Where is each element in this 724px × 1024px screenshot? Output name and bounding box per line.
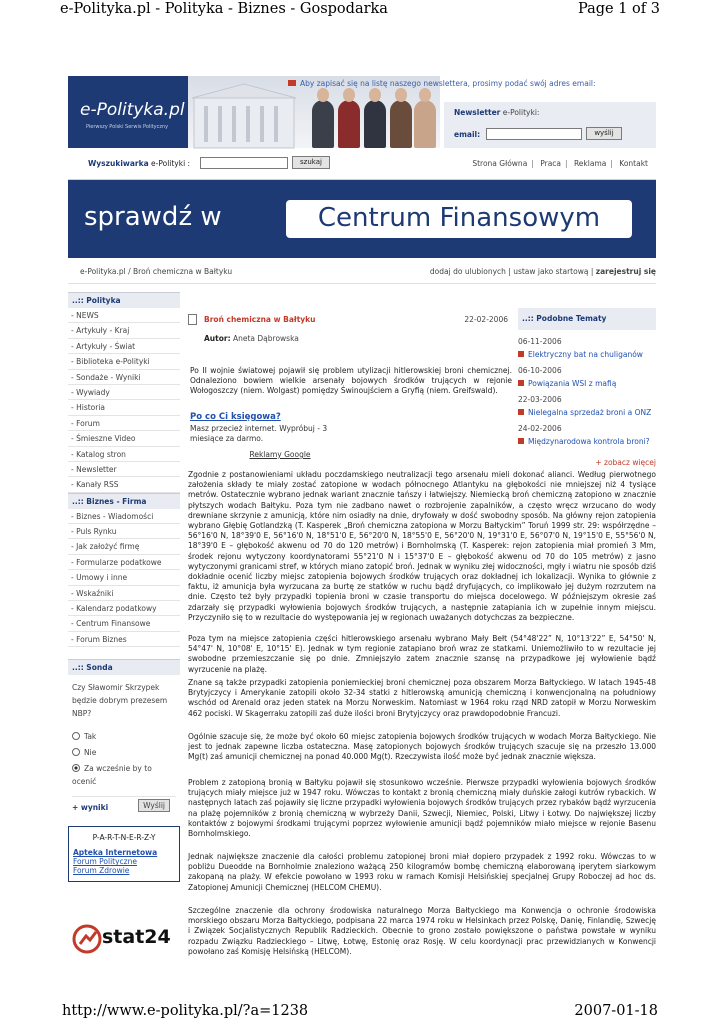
- sidebar-heading-polityka: ..:: Polityka: [68, 292, 180, 308]
- print-url: http://www.e-polityka.pl/?a=1238: [62, 1003, 309, 1019]
- related-date: 06-10-2006: [518, 366, 562, 375]
- article-paragraph-3: Znane są także przypadki zatopienia poniemieckiej broni chemicznej poza obszarem Morza Bałtyckiego. W latach 1945-48 Brytyjczycy i Amerykanie zatopili około 32-34 statki z hitlerowską amunicją chemiczną i konwencjonalną na południowy wschód od Arenald oraz jeden statek na Morzu Norweskim. Natomiast w 1964 roku rząd NRD zatopił w Morzu Norweskim 462 pociski. W Skagerraku zatopili zaś duże ilości broni Brytyjczycy oraz prawdopodobnie Francuzi.: [188, 678, 656, 718]
- sidebar: [68, 292, 180, 948]
- poll-option[interactable]: Nie: [72, 746, 176, 759]
- email-field[interactable]: [486, 128, 582, 140]
- sidebar-item[interactable]: - Artykuły - Świat: [68, 339, 180, 354]
- search-bar: [68, 148, 656, 180]
- print-header-title: e-Polityka.pl - Polityka - Biznes - Gospodarka: [60, 1, 388, 17]
- sidebar-list-biznes: [68, 509, 180, 648]
- related-link[interactable]: Nielegalna sprzedaż broni a ONZ: [518, 408, 656, 417]
- nav-home[interactable]: Strona Główna: [472, 159, 528, 168]
- sidebar-item[interactable]: - Biznes - Wiadomości: [68, 509, 180, 524]
- bullet-icon: [518, 438, 524, 444]
- print-page-number: Page 1 of 3: [578, 1, 660, 17]
- radio-icon[interactable]: [72, 732, 80, 740]
- logo-tagline: Pierwszy Polski Serwis Polityczny: [86, 124, 169, 130]
- print-footer: [0, 1003, 724, 1024]
- site-logo[interactable]: [68, 76, 188, 148]
- person-figure: [414, 100, 436, 148]
- person-figure: [312, 100, 334, 148]
- article-paragraph-1: Zgodnie z postanowieniami układu poczdamskiego neutralizacji tego arsenału mieli dokonać alianci. Według pierwotnego założenia składy te miały zostać zatopione w wodach północnego Atlantyku na głębokości nie mniejszej niż 4 tysiące metrów. Ostatecznie wybrano jednak wariant znacznie tańszy i łatwiejszy. Niemiecką broń chemiczną zatopiono w znacznie płytszych wodach Bałtyku. Poza tym nie zadbano nawet o rozbrojenie zapalników, a często wręcz wrzucano do wody drewniane skrzynie z amunicją, które nim osiadły na dnie, dryfowały w dość swobodny sposób. Na główny rejon zatopienia wybrano Głębię Gotlandzką (T. Kasperek „Broń chemiczna zatopiona w Morzu Bałtyckim” Toruń 1999 str. 29: współrzędne – 56°16'0 N, 18°39'0 E, 56°16'0 N, 18°51'0 E, 56°20'0 N, 18°55'0 E, 56°20'0 N, 19°31'0 E, 56°07'0 N, 19°15'0 E, 55°56'0 N, 18°39'0 E – głębokość akwenu od 70 do 120 metrów) i Bornholmską (T. Kasperek: rejon zatopienia miał promień 3 Mm, środek rejonu wytyczony koordynatorami 55°21'0 N i 15°37'0 E – głębokość akwenu od 70 do 105 metrów) z jasno wytyczonymi granicami stref, w których miano zatopić broń. Jednak w wyniku złej widoczności, mgły i wiatru nie sposób dziś dokładnie ocenić liczby miejsc zatopienia bojowych środków trujących oraz dokładnej ich lokalizacji. Wynika to głównie z faktu, iż amunicja była wyrzucana za burtę ze statków w ruchu bądź dryfujących, co implikowało jej dużym rozrzutem na dnie. Często też były przypadki topienia broni w czasie transportu do miejsca docelowego. W późniejszym okresie zaś zdarzały się przypadki wyłowienia bojowych środków trujących, a następnie zatapiania ich w zupełnie innym miejscu. Przyczyniło się to w rezultacie do występowania jej w regionach uważanych dotychczas za bezpieczne.: [188, 470, 656, 622]
- sidebar-item[interactable]: - NEWS: [68, 308, 180, 323]
- sidebar-item[interactable]: - Historia: [68, 400, 180, 415]
- logo-text: e-Polityka.pl: [80, 100, 185, 120]
- article-paragraph-7: Szczególne znaczenie dla ochrony środowiska naturalnego Morza Bałtyckiego ma Konwencja o ochronie środowiska morskiego obszaru Morza Bałtyckiego, podpisana 22 marca 1974 roku w Helsinkach przez Polskę, Danię, Finlandię, Szwecję i Związek Socjalistycznych Republik Radzieckich. Obecnie to grono zostało powiększone o państwa powstałe w wyniku rozpadu Związku Radzieckiego – Litwę, Łotwę, Estonię oraz Rosję. W celu koordynacji prac przewidzianych w Konwencji powołano zaś Komisję Helsińską (HELCOM).: [188, 906, 656, 956]
- related-link[interactable]: Powiązania WSI z mafią: [518, 379, 656, 388]
- sidebar-item[interactable]: - Wskaźniki: [68, 586, 180, 601]
- subscribe-button[interactable]: wyślij: [586, 127, 622, 140]
- related-link[interactable]: Międzynarodowa kontrola broni?: [518, 437, 656, 446]
- newsletter-prompt: Aby zapisać się na listę naszego newslettera, prosimy podać swój adres email:: [288, 79, 596, 88]
- nav-ads[interactable]: Reklama: [573, 159, 607, 168]
- article-paragraph-4: Ogólnie szacuje się, że może być około 60 miejsc zatopienia bojowych środków trujących w wodach Morza Bałtyckiego. Nie jest to jednak zapewne liczba ostateczna. Masę zatopionych bojowych środków trujących szacuje się na przeszło 13.000 Mg(t) zaś amunicji chemicznej na ponad 40.000 Mg(t). Rzeczywista ilość może być jednak znacznie większa.: [188, 732, 656, 762]
- partner-link[interactable]: Apteka Internetowa: [73, 848, 158, 858]
- poll-results-link[interactable]: + wyniki: [72, 803, 109, 813]
- radio-icon[interactable]: [72, 748, 80, 756]
- page-actions: dodaj do ulubionych | ustaw jako startową | zarejestruj się: [429, 267, 656, 276]
- sidebar-item[interactable]: - Forum Biznes: [68, 632, 180, 647]
- person-figure: [338, 100, 360, 148]
- sidebar-item[interactable]: - Biblioteka e-Polityki: [68, 354, 180, 369]
- article-paragraph-5: Problem z zatopioną bronią w Bałtyku pojawił się stosunkowo wcześnie. Pierwsze przypadki wyłowienia bojowych środków trujących miały miejsce już w 1947 roku. Wówczas to kontakt z bronią chemiczną miały duńskie załogi kutrów rybackich. W następnych latach zaś pojawiły się liczne przypadki wyłowienia bojowych środków trujących przez rybaków bądź wyrzucenia na plażę pojemników z bronią chemiczną w wybrzeży Danii, Szwecji, Niemiec, Polski, Litwy i Łotwy. Do największej liczby kontaktów z bojowymi środkami trującymi poprzez wyłowienie amunicji bądź pojemników miało miejsce w rejonie Basenu Bornholmskiego.: [188, 778, 656, 839]
- sidebar-item[interactable]: - Formularze podatkowe: [68, 555, 180, 570]
- newsletter-box: [444, 102, 656, 148]
- sidebar-item[interactable]: - Umowy i inne: [68, 570, 180, 585]
- breadcrumb: [68, 258, 656, 284]
- sidebar-item[interactable]: - Centrum Finansowe: [68, 616, 180, 631]
- document-icon: [188, 314, 197, 325]
- top-nav: Strona Główna | Praca | Reklama | Kontakt: [472, 159, 648, 168]
- person-figure: [364, 100, 386, 148]
- sidebar-list-polityka: [68, 308, 180, 493]
- breadcrumb-path[interactable]: e-Polityka.pl / Broń chemiczna w Bałtyku: [80, 267, 233, 276]
- poll-option[interactable]: Tak: [72, 730, 176, 743]
- banner-text-left: sprawdź w: [84, 202, 222, 232]
- sidebar-item[interactable]: - Kanały RSS: [68, 477, 180, 492]
- bullet-icon: [518, 351, 524, 357]
- article-date: 22-02-2006: [464, 315, 508, 324]
- sidebar-heading-biznes: ..:: Biznes - Firma: [68, 493, 180, 509]
- sidebar-item[interactable]: - Śmieszne Video: [68, 431, 180, 446]
- banner-text-right: Centrum Finansowym: [286, 200, 632, 238]
- related-date: 22-03-2006: [518, 395, 562, 404]
- article-intro: Po II wojnie światowej pojawił się problem utylizacji hitlerowskiej broni chemicznej. Odnaleziono bowiem wielkie arsenały bojowych środków trujących w rejonie Wołogoszczy (niem. Wolgast) pomiędzy Świnoujściem a Gryfią (niem. Greifswald).: [190, 366, 512, 396]
- email-label: email:: [454, 130, 481, 139]
- sidebar-item[interactable]: - Artykuły - Kraj: [68, 323, 180, 338]
- sidebar-item[interactable]: - Kalendarz podatkowy: [68, 601, 180, 616]
- register-link[interactable]: zarejestruj się: [595, 267, 656, 276]
- related-date: 06-11-2006: [518, 337, 562, 346]
- sidebar-item[interactable]: - Sondaże - Wyniki: [68, 370, 180, 385]
- nav-contact[interactable]: Kontakt: [619, 159, 648, 168]
- sidebar-item[interactable]: - Puls Rynku: [68, 524, 180, 539]
- related-topics: [518, 308, 656, 467]
- article-paragraph-6: Jednak największe znaczenie dla całości problemu zatopionej broni miał dopiero przypadek z 1992 roku. Wówczas to w pobliżu Dueodde na Bornholmie znaleziono ważącą 250 kilogramów bombę chemiczną elaborowaną iperytem siarkowym zakopaną na plaży. W efekcie powołano w 1993 roku w ramach Komisji Helsińskiej specjalnej Grupy Roboczej ad hoc ds. Zatopionej Amunicji Chemicznej (HELCOM CHEMU).: [188, 852, 656, 892]
- related-title: ..:: Podobne Tematy: [518, 308, 656, 330]
- ad-text: Masz przecież internet. Wypróbuj - 3 miesiące za darmo.: [190, 424, 328, 443]
- poll: [68, 675, 180, 818]
- search-input[interactable]: [200, 157, 288, 169]
- partners-box: [68, 826, 180, 882]
- newsletter-label: Newsletter e-Polityki:: [454, 108, 540, 117]
- sidebar-item[interactable]: - Jak założyć firmę: [68, 539, 180, 554]
- article-header: [186, 314, 508, 328]
- bullet-icon: [518, 409, 524, 415]
- sidebar-item[interactable]: - Katalog stron: [68, 447, 180, 462]
- google-ad[interactable]: [190, 412, 370, 460]
- radio-selected-icon[interactable]: [72, 764, 80, 772]
- bullet-icon: [518, 380, 524, 386]
- nav-jobs[interactable]: Praca: [540, 159, 562, 168]
- search-label: Wyszukiwarka e-Polityki :: [88, 159, 191, 168]
- sidebar-item[interactable]: - Wywiady: [68, 385, 180, 400]
- stat24-logo-icon: [72, 924, 102, 954]
- sidebar-heading-sonda: ..:: Sonda: [68, 659, 180, 675]
- print-header: [0, 0, 724, 22]
- ad-google-label[interactable]: Reklamy Google: [249, 450, 311, 459]
- poll-option[interactable]: Za wcześnie by to ocenić: [72, 764, 152, 787]
- poll-submit-button[interactable]: Wyślij: [138, 799, 170, 812]
- partners-title: P-A-R-T-N-E-R-Z-Y: [92, 833, 156, 843]
- stat24-text: stat24: [102, 926, 171, 948]
- related-date: 24-02-2006: [518, 424, 562, 433]
- sidebar-item[interactable]: - Newsletter: [68, 462, 180, 477]
- search-button[interactable]: szukaj: [292, 156, 330, 169]
- article-author: Autor: Aneta Dąbrowska: [204, 334, 299, 343]
- site-header: [68, 76, 656, 180]
- article-paragraph-2: Poza tym na miejsce zatopienia części hitlerowskiego arsenału wybrano Mały Bełt (54°48'22” N, 10°13'22” E, 54°50' N, 54°47' N, 10°08' E, 10°15' E). Jednak w tym regionie zatapiano broń wraz ze statkami. Uniemożliwiło to w rezultacie jej swobodne przemieszczanie się po dnie. Zmniejszyło zatem znacznie szansę na przypadkowe jej wyłowienie bądź wyrzucenie na plażę.: [188, 634, 656, 674]
- person-figure: [390, 100, 412, 148]
- sidebar-item[interactable]: - Forum: [68, 416, 180, 431]
- promo-banner[interactable]: [68, 180, 656, 258]
- partner-link[interactable]: Forum Zdrowie: [73, 866, 130, 876]
- stat24-badge[interactable]: [68, 922, 178, 956]
- mail-icon: [288, 80, 296, 86]
- poll-question: Czy Sławomir Skrzypek będzie dobrym prezesem NBP?: [72, 683, 168, 719]
- partner-link[interactable]: Forum Polityczne: [73, 857, 137, 867]
- related-link[interactable]: Elektryczny bat na chuliganów: [518, 350, 656, 359]
- article-title: Broń chemiczna w Bałtyku: [204, 315, 316, 324]
- ad-title[interactable]: Po co Ci księgowa?: [190, 412, 281, 422]
- related-more-link[interactable]: + zobacz więcej: [595, 458, 656, 467]
- print-date: 2007-01-18: [574, 1003, 658, 1019]
